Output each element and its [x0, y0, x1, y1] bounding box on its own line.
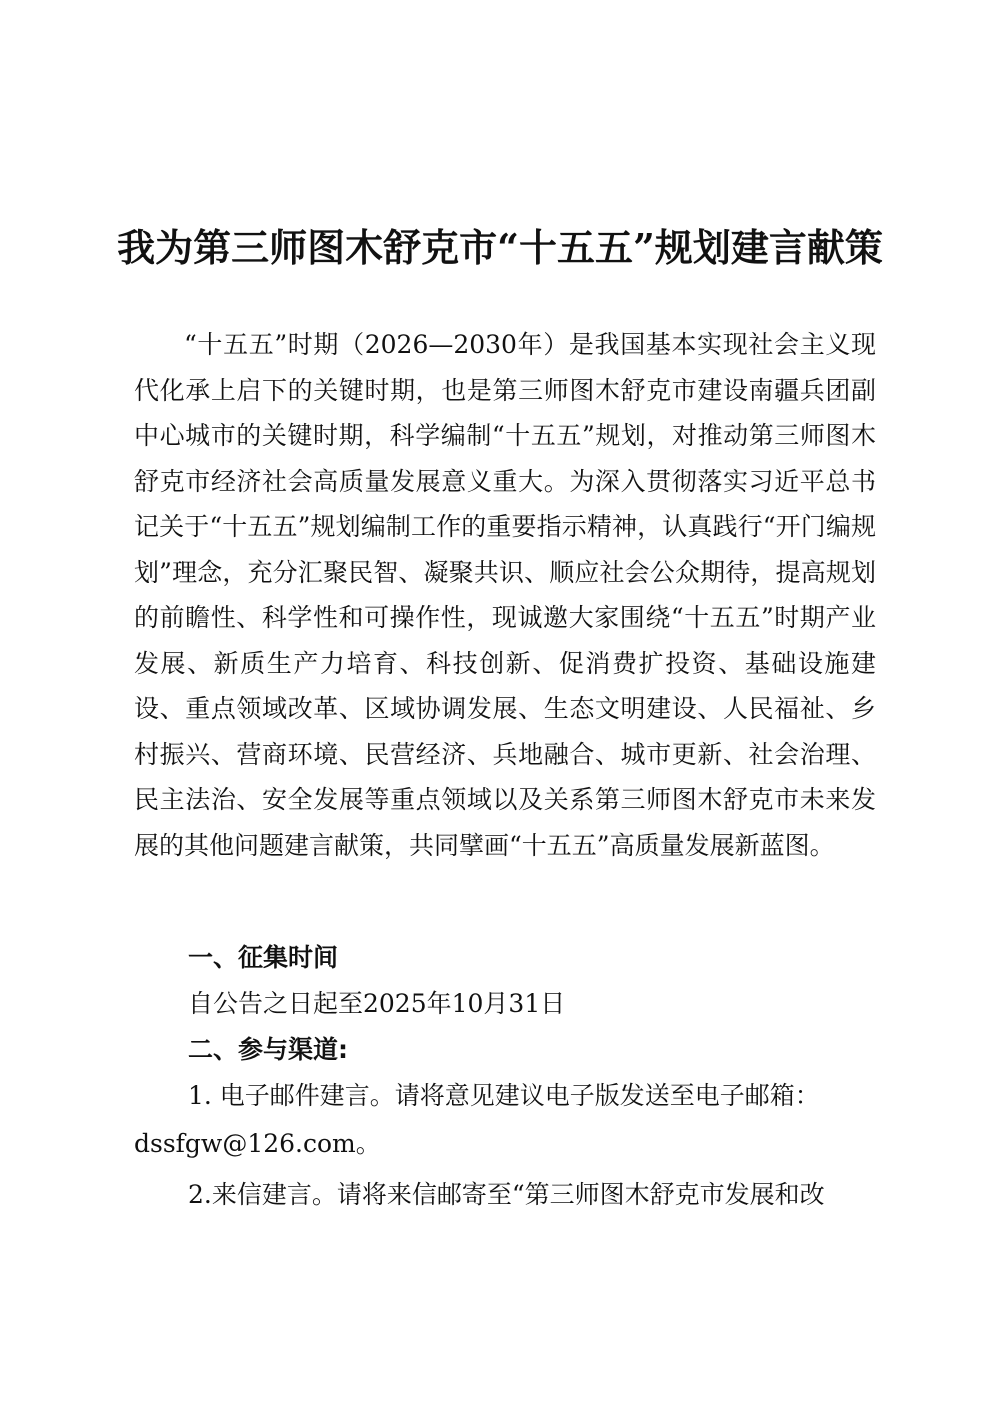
intro-paragraph: “十五五”时期（2026—2030年）是我国基本实现社会主义现代化承上启下的关键时期，也是第三师图木舒克市建设南疆兵团副中心城市的关键时期，科学编制“十五五”规划，对推动第三师图木舒克市经济社会高质量发展意义重大。为深入贯彻落实习近平总书记关于“十五五”规划编制工作的重要指示精神，认真践行“开门编规划”理念，充分汇聚民智、凝聚共识、顺应社会公众期待，提高规划的前瞻性、科学性和可操作性，现诚邀大家围绕“十五五”时期产业发展、新质生产力培育、科技创新、促消费扩投资、基础设施建设、重点领域改革、区域协调发展、生态文明建设、人民福祉、乡村振兴、营商环境、民营经济、兵地融合、城市更新、社会治理、民主法治、安全发展等重点领域以及关系第三师图木舒克市未来发展的其他问题建言献策，共同擘画“十五五”高质量发展新蓝图。 — [134, 330, 876, 860]
channel-email-line1: 1. 电子邮件建言。请将意见建议电子版发送至电子邮箱： — [188, 1081, 820, 1110]
section-heading-channels: 二、参与渠道: — [188, 1035, 348, 1064]
section-heading-collection-time: 一、征集时间 — [188, 943, 339, 972]
channel-letter-line1: 2.来信建言。请将来信邮寄至“第三师图木舒克市发展和改 — [188, 1180, 825, 1209]
channel-email-address: dssfgw@126.com。 — [134, 1129, 381, 1158]
collection-time-text: 自公告之日起至2025年10月31日 — [188, 989, 566, 1018]
document-title: 我为第三师图木舒克市“十五五”规划建言献策 — [117, 225, 883, 270]
